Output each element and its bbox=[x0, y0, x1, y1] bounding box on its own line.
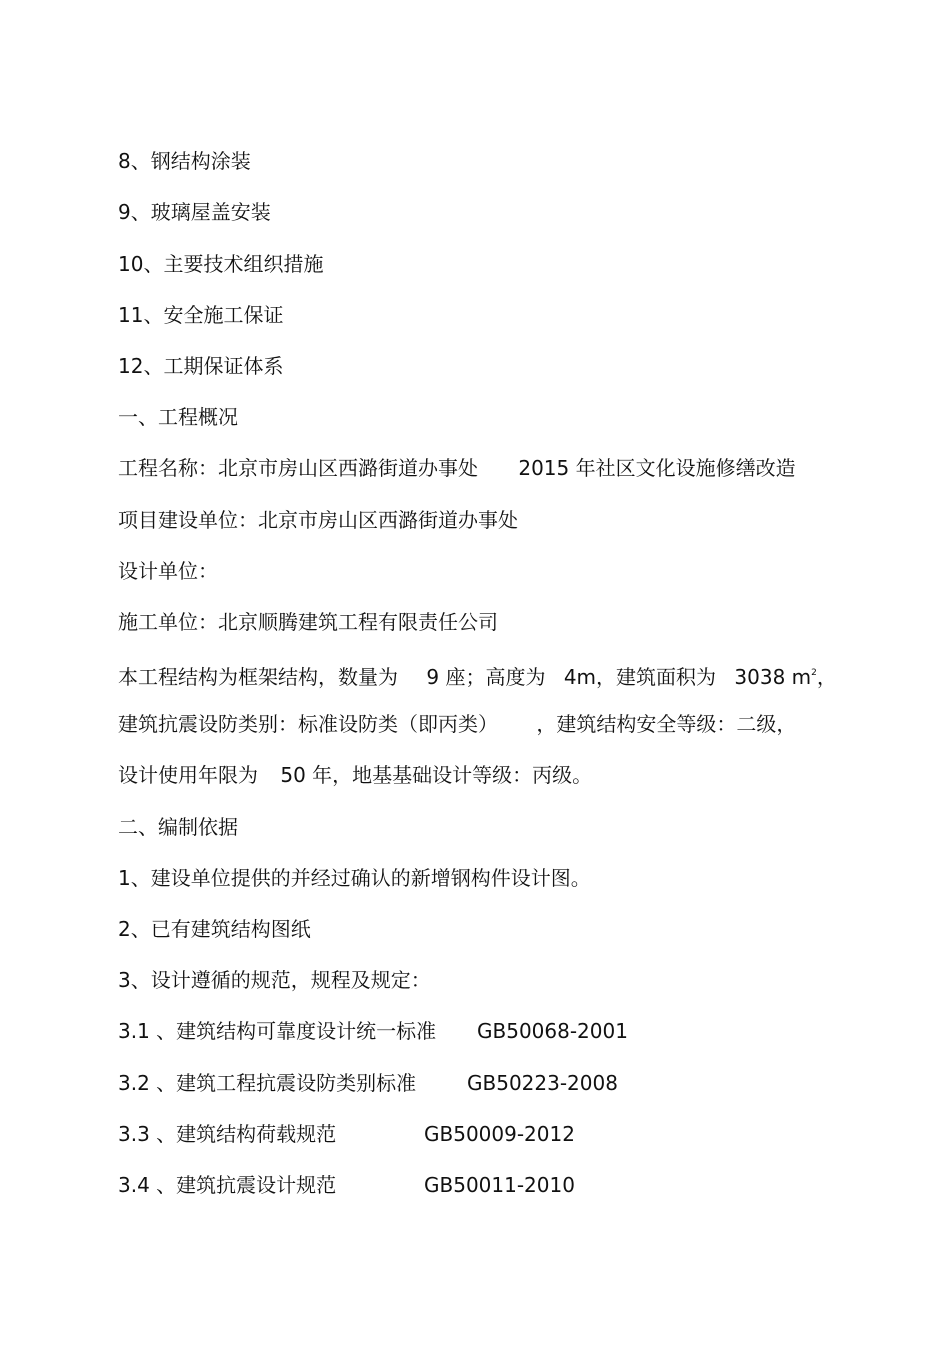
toc-item-8-text: 8、钢结构涂装 bbox=[118, 149, 251, 173]
design-life-line bbox=[118, 760, 592, 790]
structure-area-tail: ， bbox=[816, 665, 837, 689]
standard-row bbox=[118, 1119, 575, 1149]
designer-line bbox=[118, 556, 218, 586]
structure-type: 本工程结构为框架结构，数量为 bbox=[118, 665, 398, 689]
structure-count: 9 座；高度为 bbox=[426, 665, 546, 689]
contractor-text: 施工单位：北京顺腾建筑工程有限责任公司 bbox=[118, 610, 498, 634]
owner-line bbox=[118, 505, 518, 535]
standard-label: 3.3 、建筑结构荷载规范 bbox=[118, 1122, 337, 1146]
project-name-label: 工程名称：北京市房山区西潞街道办事处 bbox=[118, 456, 478, 480]
section-heading-basis bbox=[118, 812, 238, 842]
structure-line bbox=[118, 658, 837, 688]
project-name-detail: 2015 年社区文化设施修缮改造 bbox=[518, 456, 796, 480]
structure-area-value: 3038 m bbox=[734, 665, 812, 689]
section-heading-overview-text: 一、工程概况 bbox=[118, 405, 238, 429]
section-heading-basis-text: 二、编制依据 bbox=[118, 815, 238, 839]
basis-item-1-text: 1、建设单位提供的并经过确认的新增钢构件设计图。 bbox=[118, 866, 591, 890]
seismic-line bbox=[118, 709, 796, 739]
standard-code: GB50068-2001 bbox=[477, 1019, 628, 1043]
toc-item-12-text: 12、工期保证体系 bbox=[118, 354, 284, 378]
basis-item-2-text: 2、已有建筑结构图纸 bbox=[118, 917, 311, 941]
owner-text: 项目建设单位：北京市房山区西潞街道办事处 bbox=[118, 508, 518, 532]
designer-text: 设计单位： bbox=[118, 559, 218, 583]
design-life-label: 设计使用年限为 bbox=[118, 763, 258, 787]
toc-item-11 bbox=[118, 300, 283, 330]
toc-item-8 bbox=[118, 146, 251, 176]
standard-code: GB50009-2012 bbox=[424, 1122, 575, 1146]
project-name-line bbox=[118, 453, 796, 483]
section-heading-overview bbox=[118, 402, 238, 432]
toc-item-10-text: 10、主要技术组织措施 bbox=[118, 252, 324, 276]
basis-item-3-text: 3、设计遵循的规范，规程及规定： bbox=[118, 968, 431, 992]
toc-item-10 bbox=[118, 249, 323, 279]
toc-item-9 bbox=[118, 197, 271, 227]
standard-label: 3.1 、建筑结构可靠度设计统一标准 bbox=[118, 1019, 437, 1043]
standard-row bbox=[118, 1170, 575, 1200]
toc-item-11-text: 11、安全施工保证 bbox=[118, 303, 284, 327]
standard-code: GB50011-2010 bbox=[424, 1173, 575, 1197]
basis-item-3 bbox=[118, 965, 431, 995]
basis-item-2 bbox=[118, 914, 311, 944]
design-life-value: 50 年，地基基础设计等级：丙级。 bbox=[280, 763, 593, 787]
structure-area-unit-sup: 2 bbox=[811, 668, 817, 678]
toc-item-9-text: 9、玻璃屋盖安装 bbox=[118, 200, 271, 224]
structure-area bbox=[734, 658, 836, 692]
standard-code: GB50223-2008 bbox=[467, 1071, 618, 1095]
seismic-category: 建筑抗震设防类别：标准设防类（即丙类） bbox=[118, 712, 498, 736]
safety-grade: ，建筑结构安全等级：二级， bbox=[536, 712, 797, 736]
standard-label: 3.4 、建筑抗震设计规范 bbox=[118, 1173, 337, 1197]
toc-item-12 bbox=[118, 351, 283, 381]
standard-row bbox=[118, 1016, 628, 1046]
standard-label: 3.2 、建筑工程抗震设防类别标准 bbox=[118, 1071, 417, 1095]
basis-item-1 bbox=[118, 863, 591, 893]
contractor-line bbox=[118, 607, 498, 637]
structure-height: 4m，建筑面积为 bbox=[563, 665, 717, 689]
standard-row bbox=[118, 1068, 618, 1098]
